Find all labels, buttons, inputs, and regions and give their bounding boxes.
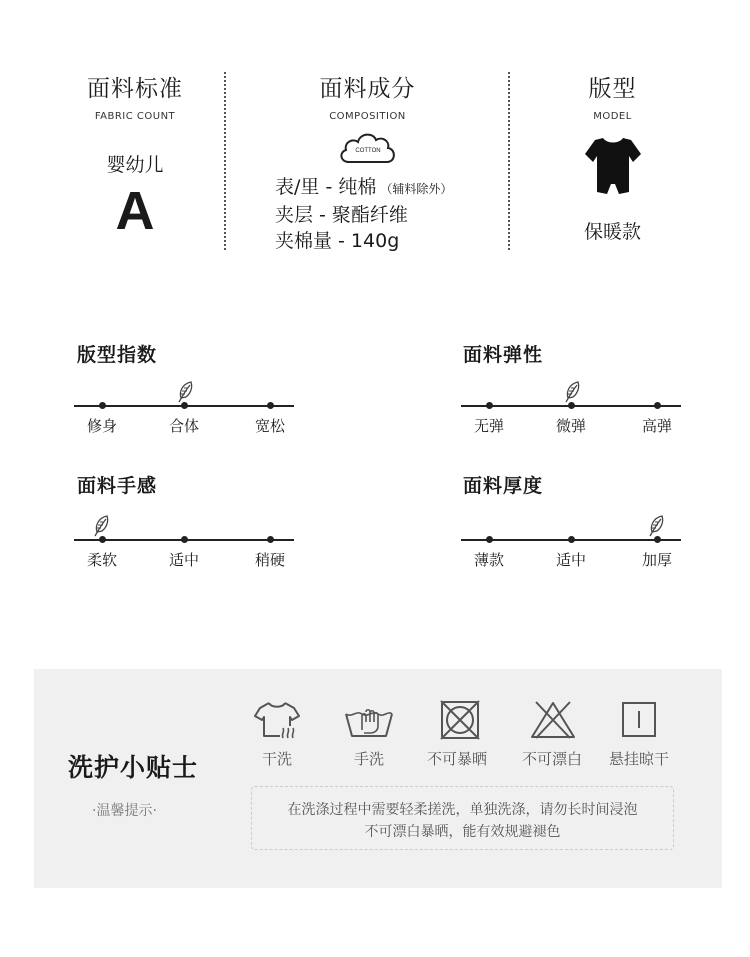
scale-label: 适中 [168,551,199,569]
scale-label: 无弹 [473,417,504,435]
feather-marker-icon [647,515,667,537]
fit-index-scale [74,385,294,445]
care-label-no-bleach: 不可漂白 [521,750,582,768]
thickness-index-scale [461,519,681,579]
romper-icon [583,136,643,198]
composition-line-1 [275,174,452,202]
scale-tick [267,536,274,543]
cotton-badge-text: COTTON [355,148,381,154]
model-subtitle: MODEL [593,111,632,122]
care-label-no-sun: 不可暴晒 [426,750,487,768]
composition-title: 面料成分 [319,76,416,102]
scale-label: 薄款 [473,551,504,569]
scale-tick [181,402,188,409]
age-group: 婴幼儿 [106,154,164,176]
feather-marker-icon [563,381,583,403]
thickness-index-title: 面料厚度 [463,475,544,497]
scale-label: 高弹 [641,417,672,435]
scale-tick [99,536,106,543]
composition-line-1-main: 表/里 - 纯棉 [275,176,377,198]
hand-wash-icon [344,700,394,740]
no-bleach-icon [528,700,578,740]
model-value: 保暖款 [583,221,641,243]
scale-tick [568,402,575,409]
care-label-dry-clean: 干洗 [261,750,292,768]
scale-tick [267,402,274,409]
care-subtitle: ·温馨提示· [92,803,157,819]
scale-tick [486,402,493,409]
fit-index-title: 版型指数 [77,344,158,366]
scale-label: 适中 [555,551,586,569]
scale-tick [486,536,493,543]
composition-subtitle: COMPOSITION [329,111,406,122]
scale-tick [654,402,661,409]
dry-clean-icon [252,700,302,740]
composition-note: （辅料除外） [380,182,453,196]
feather-marker-icon [176,381,196,403]
care-note-line-1: 在洗涤过程中需要轻柔搓洗，单独洗涤，请勿长时间浸泡 [287,802,638,818]
divider [508,72,510,250]
hand-feel-index-scale [74,519,294,579]
elasticity-index-scale [461,385,681,445]
scale-tick [568,536,575,543]
feather-marker-icon [92,515,112,537]
care-note-line-2: 不可漂白暴晒，能有效规避褪色 [364,824,561,840]
cotton-cloud-icon [337,128,399,168]
care-note-box [251,786,674,850]
scale-label: 柔软 [86,551,117,569]
scale-label: 修身 [86,417,117,435]
composition-list [275,174,452,254]
care-label-hand-wash: 手洗 [353,750,384,768]
scale-label: 稍硬 [254,551,285,569]
scale-label: 宽松 [254,417,285,435]
composition-line-2: 夹层 - 聚酯纤维 [275,204,408,226]
fabric-count-header [60,70,210,122]
scale-tick [654,536,661,543]
care-title: 洗护小贴士 [68,753,199,782]
no-tumble-dry-icon [436,700,486,740]
fabric-count-title: 面料标准 [87,76,183,102]
scale-label: 微弹 [555,417,586,435]
scale-label: 加厚 [641,551,672,569]
model-title: 版型 [588,76,637,102]
composition-line-3: 夹棉量 - 140g [275,230,400,252]
composition-header [265,70,470,122]
scale-tick [181,536,188,543]
care-label-line-dry: 悬挂晾干 [608,750,669,768]
line-dry-icon [614,700,664,740]
scale-tick [99,402,106,409]
divider [224,72,226,250]
fabric-grade: A [115,181,155,241]
fabric-count-subtitle: FABRIC COUNT [94,111,176,122]
model-header [550,70,675,122]
scale-label: 合体 [168,417,199,435]
elasticity-index-title: 面料弹性 [463,344,544,366]
hand-feel-index-title: 面料手感 [77,475,158,497]
